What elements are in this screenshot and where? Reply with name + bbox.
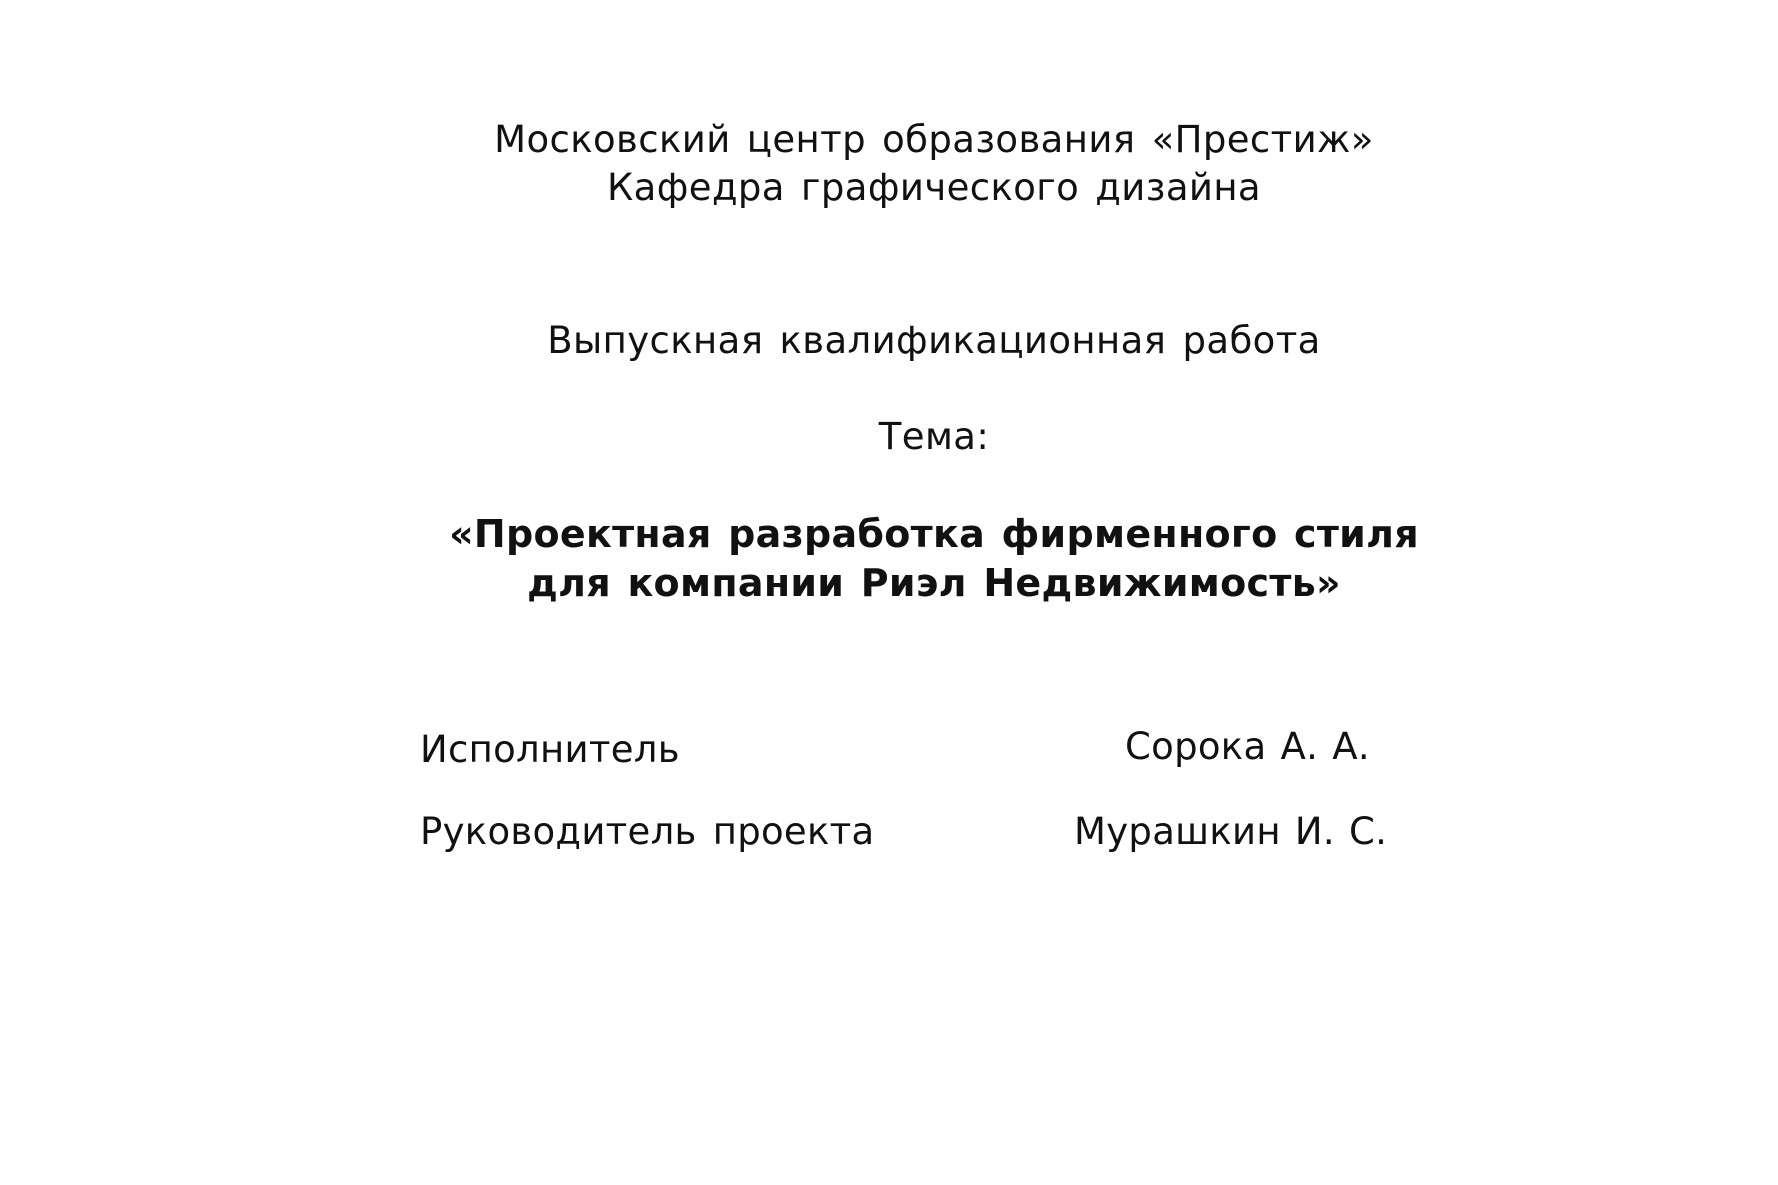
supervisor-role-label: Руководитель проекта — [420, 810, 875, 853]
topic-label: Тема: — [878, 415, 990, 458]
executor-name: Сорока А. А. — [1125, 725, 1370, 768]
work-type: Выпускная квалификационная работа — [547, 319, 1321, 362]
supervisor-name: Мурашкин И. С. — [1074, 810, 1388, 853]
topic-title-line-1: «Проектная разработка фирменного стиля — [449, 512, 1419, 556]
topic-title-line-2: для компании Риэл Недвижимость» — [527, 561, 1341, 605]
department-name: Кафедра графического дизайна — [607, 166, 1261, 209]
institution-name: Московский центр образования «Престиж» — [494, 118, 1374, 161]
executor-role-label: Исполнитель — [420, 728, 680, 771]
